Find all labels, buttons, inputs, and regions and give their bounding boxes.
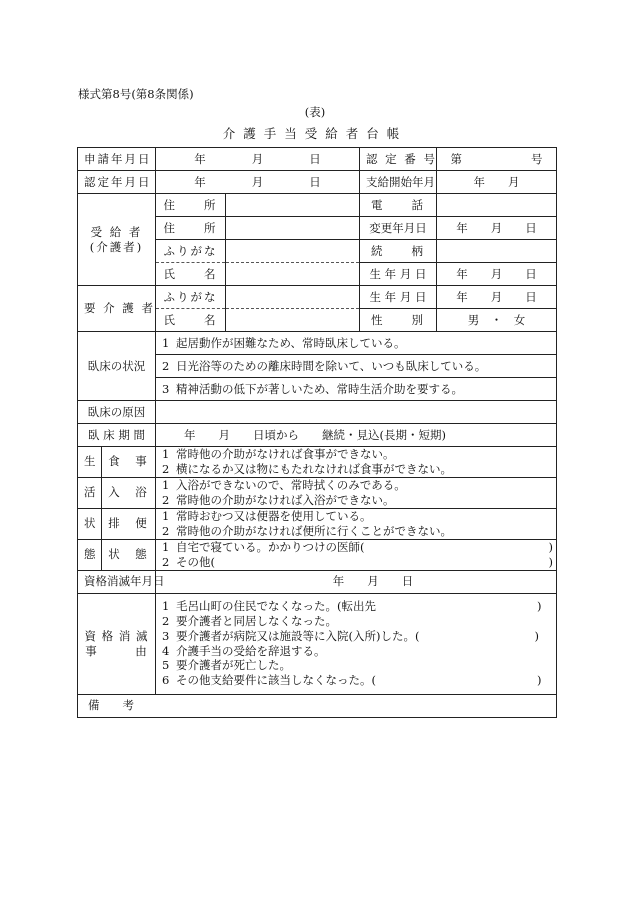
reason-option-6: 6 その他支給要件に該当しなくなった。( ) [162,673,542,688]
meal-option-2: 2 横になるか又は物にもたれなければ食事ができない。 [162,461,452,476]
recipient-name-label: 氏 名 [156,263,226,286]
care-furigana-label: ふりがな [156,286,226,309]
recipient-relation-field[interactable] [437,240,557,263]
row-recipient-address1 [78,194,557,217]
condition-option-1: 1 自宅で寝ている。かかりつけの医師( ) [162,539,553,554]
bath-option-2: 2 常時他の介助がなければ入浴ができない。 [162,492,395,507]
reason-option-2: 2 要介護者と同居しなくなった。 [162,613,337,628]
row-living-meal [78,447,557,478]
care-name-label: 氏 名 [156,309,226,332]
toilet-option-1: 1 常時おむつ又は便器を使用している。 [162,508,372,523]
option-number: 2 [162,358,170,373]
row-bedridden-cause [78,401,557,424]
care-recipient-label: 要 介 護 者 [78,286,156,332]
form-number: 様式第8号(第8条関係) [78,87,194,101]
recipient-furigana-label: ふりがな [156,240,226,263]
care-name-field[interactable] [226,309,360,332]
recipient-group-label [78,194,156,286]
row-living-condition [78,539,557,570]
care-birth-label: 生 年 月 日 [360,286,437,309]
option-text: 起居動作が困難なため、常時臥床している。 [176,335,406,350]
bedridden-status-label: 臥床の状況 [78,332,156,401]
option-text: 精神活動の低下が著しいため、常時生活介助を要する。 [176,381,464,396]
row-certification [78,171,557,194]
recipient-address2-label: 住 所 [156,217,226,240]
application-date-field[interactable]: 年 月 日 [156,148,360,171]
option-number: 1 [162,335,170,350]
certification-date-field[interactable]: 年 月 日 [156,171,360,194]
reason-option-4: 4 介護手当の受給を辞退する。 [162,643,326,658]
disqualification-label-1: 資 格 消 滅 [84,628,149,643]
care-sex-field[interactable]: 男 ・ 女 [437,309,557,332]
reason-option-3: 3 要介護者が病院又は施設等に入院(入所)した。( ) [162,628,539,643]
reason-option-1: 1 毛呂山町の住民でなくなった。(転出先 ) [162,598,542,613]
row-living-bath [78,477,557,508]
care-sex-label: 性 別 [360,309,437,332]
disqualification-reason-options[interactable] [156,593,557,694]
option-text: 日光浴等のための離床時間を除いて、いつも臥床している。 [176,358,487,373]
recipient-address2-field[interactable] [226,217,360,240]
meal-label: 食 事 [102,447,156,478]
recipient-ledger-table [77,147,557,718]
recipient-name-field[interactable] [226,263,360,286]
recipient-phone-label: 電 話 [360,194,437,217]
recipient-label: 受 給 者 [90,224,143,239]
recipient-birth-label: 生 年 月 日 [360,263,437,286]
condition-option-2: 2 その他( ) [162,554,553,569]
recipient-change-date-label: 変更年月日 [360,217,437,240]
row-disqualification-date [78,570,557,593]
recipient-address1-label: 住 所 [156,194,226,217]
form-title: 介護手当受給者台帳 [222,126,408,141]
bedridden-option-3[interactable] [156,378,557,401]
toilet-option-2: 2 常時他の介助がなければ便所に行くことができない。 [162,523,452,538]
row-living-toilet [78,508,557,539]
bedridden-period-field[interactable]: 年 月 日頃から 継続・見込(長期・短期) [156,424,557,447]
recipient-change-date-field[interactable]: 年 月 日 [437,217,557,240]
certification-number-label: 認 定 番 号 [360,148,437,171]
reason-option-5: 5 要介護者が死亡した。 [162,658,291,673]
row-bedridden-status-1 [78,332,557,355]
toilet-label: 排 便 [102,508,156,539]
remarks-field[interactable] [78,694,557,717]
recipient-phone-field[interactable] [437,194,557,217]
living-group-char-4: 態 [78,539,102,570]
row-bedridden-period [78,424,557,447]
bedridden-cause-field[interactable] [156,401,557,424]
remarks-label: 備 考 [88,698,134,713]
bath-label: 入 浴 [102,477,156,508]
disqualification-label-2: 事 由 [85,643,148,658]
row-remarks [78,694,557,717]
disqualification-date-field[interactable]: 年 月 日 [156,570,557,593]
side-label: (表) [304,105,326,119]
application-date-label: 申請年月日 [78,148,156,171]
bedridden-cause-label: 臥床の原因 [78,401,156,424]
option-number: 3 [162,381,170,396]
bath-options[interactable] [156,477,557,508]
bedridden-option-2[interactable] [156,355,557,378]
living-group-char-1: 生 [78,447,102,478]
recipient-furigana-field[interactable] [226,240,360,263]
condition-label: 状 態 [102,539,156,570]
payment-start-field[interactable]: 年 月 [437,171,557,194]
bath-option-1: 1 入浴ができないので、常時拭くのみである。 [162,477,406,492]
care-furigana-field[interactable] [226,286,360,309]
living-group-char-3: 状 [78,508,102,539]
certification-date-label: 認定年月日 [78,171,156,194]
toilet-options[interactable] [156,508,557,539]
meal-option-1: 1 常時他の介助がなければ食事ができない。 [162,447,395,461]
recipient-address1-field[interactable] [226,194,360,217]
row-application [78,148,557,171]
meal-options[interactable] [156,447,557,478]
row-disqualification-reasons [78,593,557,694]
bedridden-option-1[interactable] [156,332,557,355]
disqualification-reason-label [78,593,156,694]
condition-options[interactable] [156,539,557,570]
living-group-char-2: 活 [78,477,102,508]
payment-start-label: 支給開始年月 [360,171,437,194]
recipient-relation-label: 続 柄 [360,240,437,263]
caregiver-label: (介護者) [89,239,144,254]
recipient-birth-field[interactable]: 年 月 日 [437,263,557,286]
row-care-furigana [78,286,557,309]
disqualification-date-label: 資格消滅年月日 [78,570,156,593]
care-birth-field[interactable]: 年 月 日 [437,286,557,309]
bedridden-period-label: 臥 床 期 間 [78,424,156,447]
certification-number-field[interactable]: 第 号 [437,148,557,171]
